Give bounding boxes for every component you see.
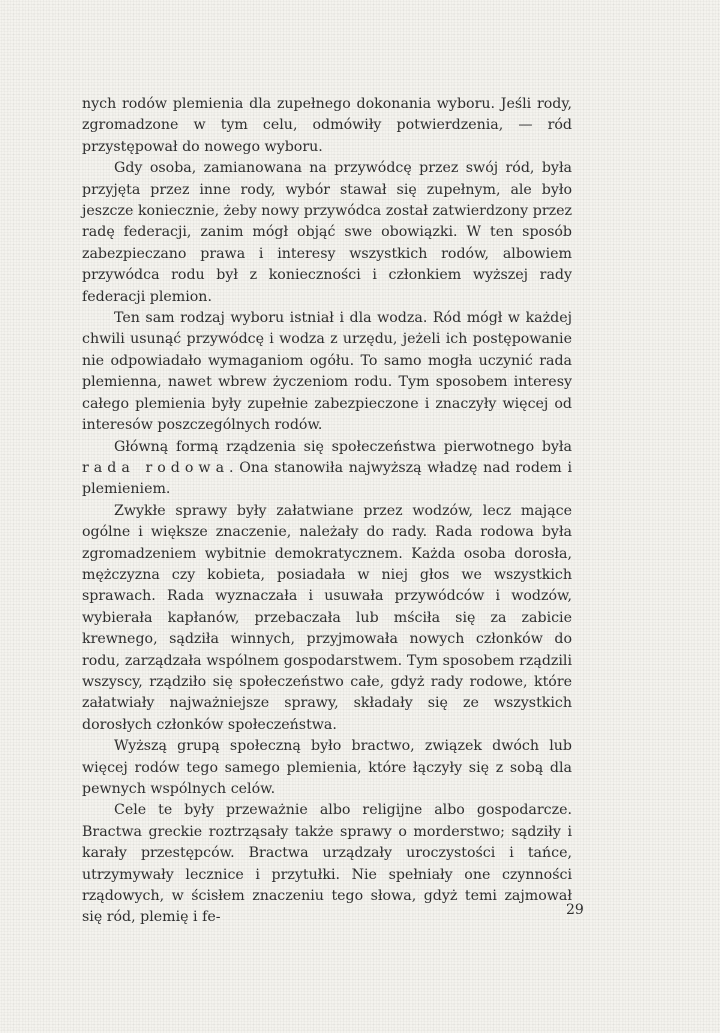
paragraph-text: Zwykłe sprawy były załatwiane przez wodzów, lecz mające ogólne i większe znaczenie, należały do rady. Rada rodowa była zgromadzeniem wybitnie demokratycznem. Każda osoba dorosła, mężczyzna czy kobieta, posiadała w niej głos we wszystkich sprawach. Rada wyznaczała i usuwała przywódców i wodzów, wybierała kapłanów, przebaczała lub mściła się za zabicie krewnego, sądziła winnych, przyjmowała nowych członków do rodu, zarządzała wspólnem gospodarstwem. Tym sposobem rządzili wszyscy, rządziło się społeczeństwo całe, gdyż rady rodowe, które załatwiały najważniejsze sprawy, składały się ze wszystkich dorosłych członków społeczeństwa. bbox=[82, 502, 572, 733]
emphasized-term: rada rodowa bbox=[82, 459, 230, 476]
paragraph-text: nych rodów plemienia dla zupełnego dokonania wyboru. Jeśli rody, zgromadzone w tym celu, odmówiły potwierdzenia, — ród przystępował do nowego wyboru. bbox=[82, 96, 572, 155]
paragraph-text: Ten sam rodzaj wyboru istniał i dla wodza. Ród mógł w każdej chwili usunąć przywódcę i wodza z urzędu, jeżeli ich postępowanie nie odpowiadało wymaganiom ogółu. To samo mogła uczynić rada plemienna, nawet wbrew życzeniom rodu. Tym sposobem interesy całego plemienia były zupełnie zabezpieczone i znaczyły więcej od interesów poszczególnych rodów. bbox=[82, 310, 572, 434]
paragraph bbox=[82, 800, 572, 928]
paragraph-text: Gdy osoba, zamianowana na przywódcę przez swój ród, była przyjęta przez inne rody, wybór stawał się zupełnym, ale było jeszcze koniecznie, żeby nowy przywódca został zatwierdzony przez radę federacji, zanim mógł objąć swe obowiązki. W ten sposób zabezpieczano prawa i interesy wszystkich rodów, albowiem przywódca rodu był z konieczności i członkiem wyższej rady federacji plemion. bbox=[82, 160, 572, 305]
body-text bbox=[82, 94, 572, 929]
paragraph bbox=[82, 736, 572, 800]
paragraph bbox=[82, 94, 572, 158]
paragraph bbox=[82, 501, 572, 736]
paragraph-text: Cele te były przeważnie albo religijne albo gospodarcze. Bractwa greckie roztrząsały także sprawy o morderstwo; sądziły i karały przestępców. Bractwa urządzały uroczystości i tańce, utrzymywały lecznice i przytułki. Nie spełniały one czynności rządowych, w ścisłem znaczeniu tego słowa, gdyż temi zajmował się ród, plemię i fe- bbox=[82, 802, 572, 926]
paragraph bbox=[82, 437, 572, 501]
paragraph bbox=[82, 158, 572, 308]
paragraph-text: Główną formą rządzenia się społeczeństwa pierwotnego była bbox=[114, 438, 572, 455]
paragraph-text: . Ona stanowiła najwyższą władzę nad rodem i plemieniem. bbox=[82, 459, 572, 498]
paragraph-text: Wyższą grupą społeczną było bractwo, związek dwóch lub więcej rodów tego samego plemienia, które łączyły się z sobą dla pewnych wspólnych celów. bbox=[82, 738, 572, 797]
paragraph bbox=[82, 308, 572, 436]
page-number: 29 bbox=[566, 902, 584, 918]
